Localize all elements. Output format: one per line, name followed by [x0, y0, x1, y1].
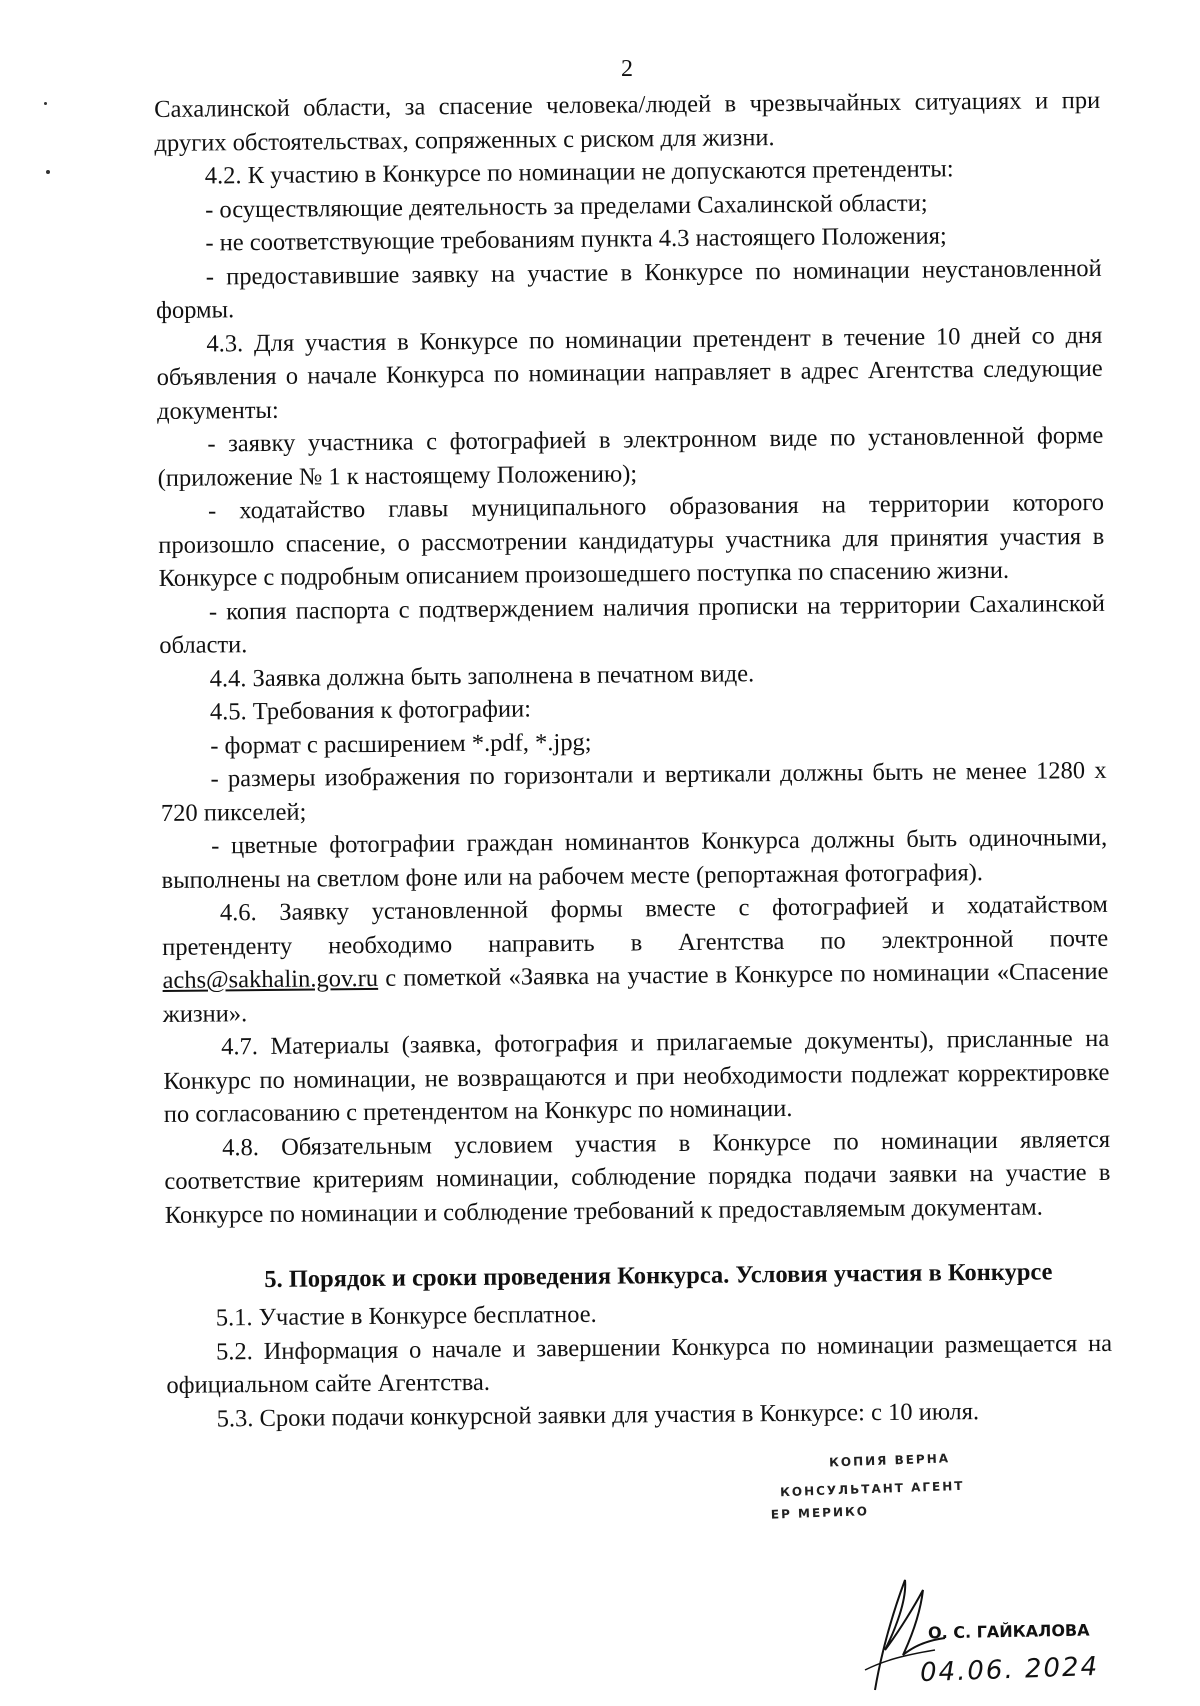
stamp-line: ЕР МЕРИКО [770, 1504, 870, 1522]
scan-speck [44, 102, 47, 105]
paragraph-5-3: 5.3. Сроки подачи конкурсной заявки для участия в Конкурсе: с 10 июля. [216, 1397, 980, 1432]
list-item: - формат с расширением *.pdf, *.jpg; [210, 728, 592, 759]
paragraph-5-1: 5.1. Участие в Конкурсе бесплатное. [215, 1300, 597, 1332]
paragraph-4-7: 4.7. Материалы (заявка, фотография и прилагаемые документы), присланные на Конкурс по номинации, не возвращаются и при необходимости подлежат корректировке по согласованию с претендентом на Конкурс по номинации. [163, 1024, 1110, 1128]
list-item: - не соответствующие требованиям пункта 4.3 настоящего Положения; [205, 222, 947, 257]
document-body [154, 84, 1113, 1436]
section-heading: 5. Порядок и сроки проведения Конкурса. Условия участия в Конкурсе [264, 1258, 1053, 1293]
paragraph-5-2: 5.2. Информация о начале и завершении Конкурса по номинации размещается на официальном сайте Агентства. [166, 1329, 1113, 1399]
list-item: - предоставившие заявку на участие в Конкурсе по номинации неустановленной формы. [155, 254, 1102, 324]
paragraph-text: с пометкой «Заявка на участие в Конкурсе по номинации «Спасение жизни». [162, 957, 1109, 1028]
paragraph-4-5: 4.5. Требования к фотографии: [209, 695, 532, 726]
paragraph-4-8: 4.8. Обязательным условием участия в Конкурсе по номинации является соответствие критериям номинации, соблюдение порядка подачи заявки на участие в Конкурсе по номинации и соблюдение требований к предоставляемым документам. [164, 1125, 1111, 1229]
list-item: - размеры изображения по горизонтали и вертикали должны быть не менее 1280 x 720 пикселей; [160, 756, 1107, 827]
signature-date: 04.06. 2024 [919, 1651, 1100, 1689]
list-item: - осуществляющие деятельность за пределами Сахалинской области; [204, 189, 928, 224]
scan-speck [46, 170, 50, 174]
email-link[interactable]: achs@sakhalin.gov.ru [162, 964, 379, 994]
list-item: - копия паспорта с подтверждением наличия прописки на территории Сахалинской области. [159, 589, 1106, 659]
stamp-line: КОПИЯ ВЕРНА [828, 1451, 951, 1470]
page-number: 2 [621, 56, 633, 82]
paragraph-4-3: 4.3. Для участия в Конкурсе по номинации претендент в течение 10 дней со дня объявления о начале Конкурса по номинации направляет в адрес Агентства следующие документы: [156, 321, 1103, 425]
list-item: - заявку участника с фотографией в электронном виде по установленной форме (приложение № 1 к настоящему Положению); [157, 421, 1104, 492]
list-item: - ходатайство главы муниципального образования на территории которого произошло спасение, о рассмотрении кандидатуры участника для принятия участия в Конкурсе с подробным описанием произошедшего поступка по спасению жизни. [158, 488, 1105, 592]
stamp-line: КОНСУЛЬТАНТ АГЕНТ [779, 1478, 965, 1500]
copy-stamp [769, 1446, 1091, 1527]
list-item: - цветные фотографии граждан номинантов Конкурса должны быть одиночными, выполнены на светлом фоне или на рабочем месте (репортажная фотография). [161, 823, 1108, 894]
signer-name: О. С. ГАЙКАЛОВА [927, 1620, 1090, 1643]
paragraph-4-4: 4.4. Заявка должна быть заполнена в печатном виде. [209, 659, 755, 692]
paragraph-4-2: 4.2. К участию в Конкурсе по номинации не допускаются претенденты: [204, 155, 954, 190]
paragraph: Сахалинской области, за спасение человека/людей в чрезвычайных ситуациях и при других обстоятельствах, сопряженных с риском для жизни. [154, 86, 1101, 157]
paragraph-4-6 [162, 888, 1109, 1031]
paragraph-text: 4.6. Заявку установленной формы вместе с фотографией и ходатайством претенденту необходимо направить в Агентства по электронной почте [162, 890, 1109, 961]
